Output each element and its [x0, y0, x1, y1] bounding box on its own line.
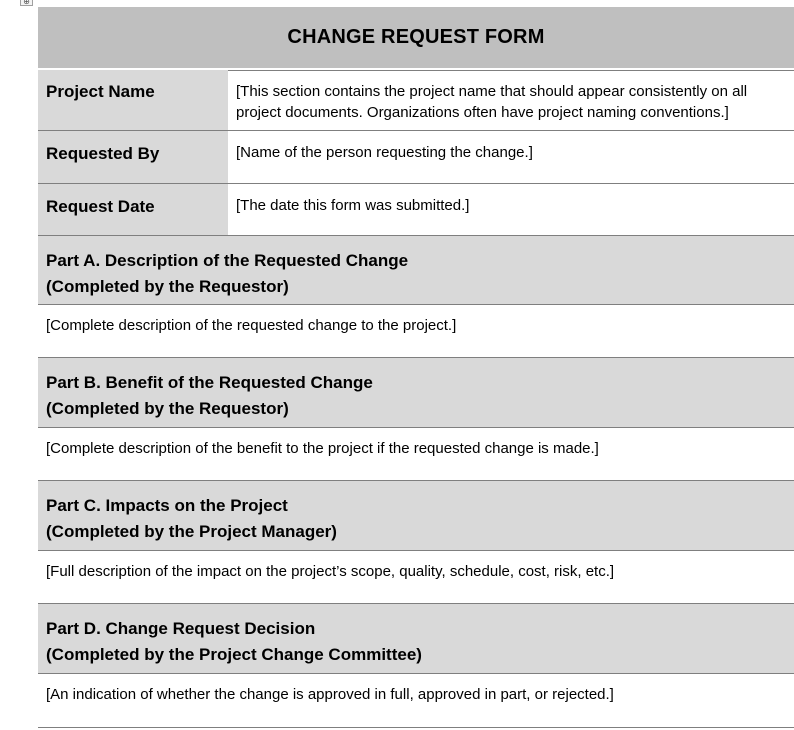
part-c-heading: Part C. Impacts on the Project: [46, 496, 288, 515]
field-value-request-date[interactable]: [The date this form was submitted.]: [236, 197, 470, 214]
part-c-header: [38, 481, 794, 551]
part-a-body[interactable]: [Complete description of the requested change to the project.]: [38, 305, 794, 358]
change-request-form: [38, 7, 794, 728]
field-row-project-name: [38, 70, 794, 131]
part-b-subheading: (Completed by the Requestor): [46, 399, 289, 418]
part-d-heading: Part D. Change Request Decision: [46, 619, 316, 638]
form-title-row: [38, 7, 794, 70]
part-c-subheading: (Completed by the Project Manager): [46, 522, 337, 541]
field-value-project-name[interactable]: [This section contains the project name that should appear consistently on all project documents. Organizations often have project naming conventions.]: [236, 83, 748, 121]
field-value-requested-by[interactable]: [Name of the person requesting the change.]: [236, 144, 533, 161]
table-move-handle-icon[interactable]: ⊕: [20, 0, 33, 6]
field-label-project-name: Project Name: [38, 70, 228, 130]
part-a-header: [38, 236, 794, 305]
form-title: CHANGE REQUEST FORM: [287, 26, 545, 48]
field-label-request-date: Request Date: [38, 184, 228, 235]
part-d-body[interactable]: [An indication of whether the change is approved in full, approved in part, or rejected.]: [38, 674, 794, 728]
part-b-heading: Part B. Benefit of the Requested Change: [46, 373, 373, 392]
part-a-heading: Part A. Description of the Requested Change: [46, 251, 409, 270]
part-b-body[interactable]: [Complete description of the benefit to the project if the requested change is made.]: [38, 428, 794, 481]
field-row-request-date: [38, 184, 794, 236]
part-c-body[interactable]: [Full description of the impact on the project’s scope, quality, schedule, cost, risk, etc.]: [38, 551, 794, 604]
part-b-header: [38, 358, 794, 428]
part-d-subheading: (Completed by the Project Change Committee): [46, 645, 422, 664]
part-a-subheading: (Completed by the Requestor): [46, 277, 289, 296]
part-d-header: [38, 604, 794, 674]
field-label-requested-by: Requested By: [38, 131, 228, 183]
field-row-requested-by: [38, 131, 794, 184]
